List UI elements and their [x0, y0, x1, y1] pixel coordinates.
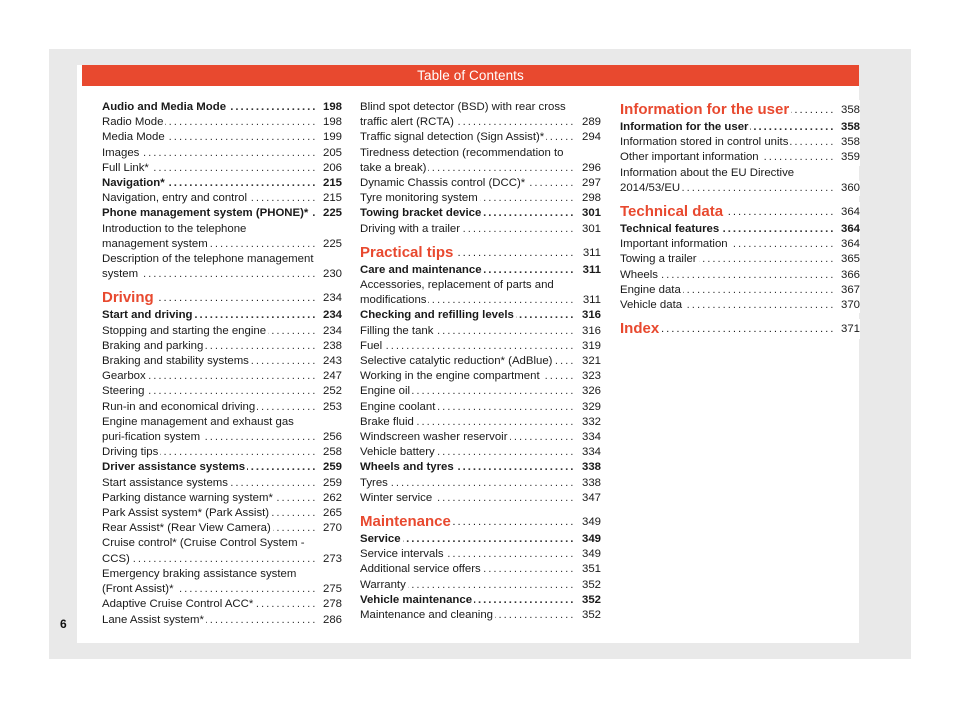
- toc-entry[interactable]: [102, 460, 342, 475]
- toc-entry-text: Braking and parking: [102, 339, 204, 352]
- toc-entry-label: [102, 567, 316, 597]
- toc-entry-text: Media Mode: [102, 131, 165, 144]
- toc-entry-label: [102, 445, 316, 460]
- toc-entry-page: 206: [316, 161, 342, 176]
- toc-entry[interactable]: [102, 506, 342, 521]
- toc-entry-page: 265: [316, 506, 342, 521]
- toc-entry-page: 259: [316, 476, 342, 491]
- toc-entry-text: Traffic signal detection (Sign Assist)*: [360, 131, 545, 144]
- toc-entry-page: 301: [575, 206, 601, 221]
- toc-entry-label: [360, 445, 575, 460]
- toc-entry-page: 297: [575, 176, 601, 191]
- toc-entry-label: [360, 176, 575, 191]
- toc-entry[interactable]: [102, 324, 342, 339]
- toc-entry-page: 338: [575, 460, 601, 475]
- toc-entry-label: [102, 506, 316, 521]
- toc-entry-label: [360, 146, 575, 176]
- toc-entry-text: Steering: [102, 385, 145, 398]
- toc-entry-text: Winter service: [360, 491, 433, 504]
- toc-entry-label: [360, 206, 575, 221]
- toc-entry-text: Brake fluid: [360, 415, 414, 428]
- toc-entry-text: Engine oil: [360, 385, 411, 398]
- toc-entry-label: [102, 384, 316, 399]
- toc-entry-text: Driving: [102, 289, 154, 307]
- toc-entry-label: [102, 597, 316, 612]
- toc-entry-label: [102, 339, 316, 354]
- toc-entry-label: [620, 222, 834, 237]
- toc-entry-page: 349: [575, 512, 601, 532]
- toc-entry-text: Windscreen washer reservoir: [360, 431, 508, 444]
- toc-entry-text: Wheels and tyres: [360, 461, 454, 474]
- toc-entry-text: Driving tips: [102, 446, 159, 459]
- toc-entry-page: 294: [575, 130, 601, 145]
- toc-entry-label: [102, 613, 316, 628]
- toc-entry[interactable]: [360, 222, 601, 237]
- toc-entry-page: 367: [834, 283, 860, 298]
- toc-entry-page: 225: [316, 206, 342, 221]
- toc-entry-label: [102, 252, 316, 282]
- toc-entry-text: Audio and Media Mode: [102, 101, 227, 113]
- toc-entry-text: Tyre monitoring system: [360, 192, 478, 205]
- toc-entry[interactable]: [360, 400, 601, 415]
- toc-entry-label: [360, 491, 575, 506]
- toc-entry-text: Start assistance systems: [102, 476, 228, 489]
- toc-entry-page: 243: [316, 354, 342, 369]
- toc-entry-page: 247: [316, 369, 342, 384]
- toc-entry-page: 270: [316, 521, 342, 536]
- toc-entry-page: 358: [834, 100, 860, 120]
- toc-entry-page: 298: [575, 191, 601, 206]
- toc-entry-label: [102, 206, 316, 221]
- toc-entry-page: 334: [575, 430, 601, 445]
- toc-entry-text: Tyres: [360, 476, 388, 489]
- toc-entry[interactable]: [620, 166, 860, 196]
- toc-entry[interactable]: [102, 476, 342, 491]
- toc-entry-page: 258: [316, 445, 342, 460]
- toc-entry-text: Care and maintenance: [360, 263, 482, 276]
- toc-entry-text: Filling the tank: [360, 324, 434, 337]
- toc-entry[interactable]: [102, 252, 342, 282]
- toc-entry-label: [102, 191, 316, 206]
- toc-entry-text: Adaptive Cruise Control ACC*: [102, 598, 254, 611]
- toc-entry-label: [620, 298, 834, 313]
- toc-entry-label: [620, 283, 834, 298]
- toc-chapter-entry[interactable]: [360, 243, 601, 263]
- toc-entry-label: [360, 369, 575, 384]
- toc-entry-page: 275: [316, 582, 342, 597]
- toc-entry-page: 338: [575, 476, 601, 491]
- toc-entry[interactable]: [102, 536, 342, 566]
- toc-entry-text: Other important information: [620, 151, 759, 164]
- toc-entry-text: Run-in and economical driving: [102, 400, 256, 413]
- toc-chapter-entry[interactable]: [620, 100, 860, 120]
- toc-chapter-entry[interactable]: [360, 512, 601, 532]
- toc-entry-page: 234: [316, 324, 342, 339]
- toc-entry-label: [360, 593, 575, 608]
- toc-entry-label: [102, 100, 316, 115]
- toc-entry-page: 234: [316, 308, 342, 323]
- toc-entry[interactable]: [102, 354, 342, 369]
- toc-entry-page: 349: [575, 547, 601, 562]
- toc-entry[interactable]: [102, 613, 342, 628]
- toc-entry[interactable]: [360, 324, 601, 339]
- toc-entry-page: 359: [834, 150, 860, 165]
- toc-entry[interactable]: [620, 298, 860, 313]
- toc-entry-text: Phone management system (PHONE)*: [102, 207, 309, 220]
- toc-entry-text: Warranty: [360, 578, 406, 591]
- toc-entry-page: 364: [834, 222, 860, 237]
- toc-entry-page: 199: [316, 130, 342, 145]
- toc-entry[interactable]: [360, 369, 601, 384]
- toc-entry-text: Maintenance and cleaning: [360, 609, 493, 622]
- toc-entry-label: [360, 384, 575, 399]
- toc-entry-page: 311: [575, 293, 601, 308]
- toc-entry-page: 215: [316, 191, 342, 206]
- toc-entry-label: [102, 222, 316, 252]
- toc-entry-text: Navigation*: [102, 177, 165, 190]
- toc-entry-label: [360, 460, 575, 475]
- toc-entry[interactable]: [102, 445, 342, 460]
- toc-entry-label: [360, 547, 575, 562]
- toc-entry-label: [360, 400, 575, 415]
- toc-entry-page: 329: [575, 400, 601, 415]
- toc-entry-label: [620, 268, 834, 283]
- toc-entry-page: 360: [834, 181, 860, 196]
- toc-entry-text: Driver assistance systems: [102, 461, 246, 474]
- toc-entry-page: 230: [316, 267, 342, 282]
- toc-entry-label: [360, 512, 575, 532]
- toc-entry[interactable]: [102, 597, 342, 612]
- toc-entry-page: 319: [575, 339, 601, 354]
- toc-entry-label: [102, 308, 316, 323]
- toc-entry[interactable]: [360, 263, 601, 278]
- toc-entry-page: 262: [316, 491, 342, 506]
- toc-entry-text: Additional service offers: [360, 563, 481, 576]
- toc-entry-text: Braking and stability systems: [102, 355, 249, 368]
- toc-entry[interactable]: [102, 415, 342, 445]
- toc-entry-label: [360, 608, 575, 623]
- toc-entry-page: 296: [575, 161, 601, 176]
- toc-entry[interactable]: [360, 354, 601, 369]
- toc-entry-label: [102, 460, 316, 475]
- toc-entry[interactable]: [620, 222, 860, 237]
- toc-entry-text: Images: [102, 146, 140, 159]
- toc-entry-text: Vehicle data: [620, 299, 683, 312]
- toc-entry[interactable]: [102, 339, 342, 354]
- toc-entry-label: [102, 176, 316, 191]
- toc-entry-page: 286: [316, 613, 342, 628]
- toc-entry-label: [102, 288, 316, 308]
- toc-entry-page: 198: [316, 115, 342, 130]
- toc-entry-label: [102, 324, 316, 339]
- toc-entry[interactable]: [360, 445, 601, 460]
- toc-entry[interactable]: [360, 146, 601, 176]
- toc-entry-text: Maintenance: [360, 513, 451, 531]
- toc-entry-text: Service: [360, 533, 401, 546]
- toc-entry-label: [102, 536, 316, 566]
- toc-entry-page: 371: [834, 319, 860, 339]
- toc-entry-label: [360, 430, 575, 445]
- toc-entry-page: 349: [575, 532, 601, 547]
- toc-entry-page: 326: [575, 384, 601, 399]
- toc-entry[interactable]: [360, 593, 601, 608]
- toc-entry-text: Engine coolant: [360, 400, 436, 413]
- toc-entry-text: Vehicle battery: [360, 446, 435, 459]
- toc-entry-label: [360, 100, 575, 130]
- toc-entry-text: Working in the engine compartment: [360, 370, 540, 383]
- toc-entry-page: 358: [834, 120, 860, 135]
- toc-entry[interactable]: [102, 521, 342, 536]
- toc-entry[interactable]: [360, 547, 601, 562]
- toc-entry-page: 311: [575, 243, 601, 263]
- toc-entry[interactable]: [620, 283, 860, 298]
- toc-entry[interactable]: [360, 191, 601, 206]
- toc-entry-page: 364: [834, 202, 860, 222]
- toc-entry-label: [102, 161, 316, 176]
- toc-entry[interactable]: [102, 146, 342, 161]
- toc-entry[interactable]: [360, 206, 601, 221]
- toc-entry-label: [102, 400, 316, 415]
- toc-entry-text: Practical tips: [360, 243, 454, 261]
- toc-entry-text: Vehicle maintenance: [360, 593, 473, 606]
- toc-entry[interactable]: [360, 532, 601, 547]
- toc-entry-page: 365: [834, 252, 860, 267]
- toc-entry-text: Navigation, entry and control: [102, 192, 247, 205]
- toc-entry[interactable]: [360, 176, 601, 191]
- toc-entry-label: [102, 491, 316, 506]
- toc-entry-page: 358: [834, 135, 860, 150]
- toc-entry-text: Information about the EU Directive 2014/53/EU: [620, 166, 795, 194]
- toc-entry-text: Index: [620, 320, 660, 338]
- toc-entry[interactable]: [360, 339, 601, 354]
- toc-entry-text: Fuel: [360, 339, 383, 352]
- toc-entry-label: [360, 415, 575, 430]
- toc-entry[interactable]: [360, 430, 601, 445]
- toc-entry-page: 332: [575, 415, 601, 430]
- toc-entry-text: Technical features: [620, 223, 720, 236]
- toc-entry-page: 366: [834, 268, 860, 283]
- toc-entry-text: Wheels: [620, 268, 658, 281]
- toc-entry-label: [360, 222, 575, 237]
- toc-entry-label: [620, 252, 834, 267]
- toc-entry[interactable]: [102, 191, 342, 206]
- toc-entry-label: [360, 263, 575, 278]
- toc-entry-label: [360, 243, 575, 263]
- toc-entry[interactable]: [360, 578, 601, 593]
- toc-entry-text: Selective catalytic reduction* (AdBlue): [360, 355, 553, 368]
- toc-entry[interactable]: [102, 400, 342, 415]
- toc-entry-label: [620, 237, 834, 252]
- toc-entry-label: [360, 278, 575, 308]
- toc-entry-text: Full Link*: [102, 161, 149, 174]
- toc-entry[interactable]: [102, 491, 342, 506]
- toc-entry-label: [102, 115, 316, 130]
- toc-entry-label: [620, 120, 834, 135]
- toc-entry-text: Towing a trailer: [620, 253, 697, 266]
- toc-entry-text: Dynamic Chassis control (DCC)*: [360, 177, 526, 190]
- toc-entry-text: Lane Assist system*: [102, 613, 204, 626]
- toc-entry[interactable]: [620, 252, 860, 267]
- toc-entry[interactable]: [360, 130, 601, 145]
- toc-entry-text: Accessories, replacement of parts and modifications: [360, 279, 554, 307]
- toc-entry-text: Blind spot detector (BSD) with rear cross traffic alert (RCTA): [360, 101, 566, 129]
- toc-entry[interactable]: [360, 491, 601, 506]
- toc-entry-label: [360, 324, 575, 339]
- toc-entry[interactable]: [360, 384, 601, 399]
- toc-entry[interactable]: [620, 237, 860, 252]
- toc-column-2: [360, 100, 601, 623]
- toc-entry[interactable]: [360, 460, 601, 475]
- toc-entry-label: [360, 308, 575, 323]
- toc-chapter-entry[interactable]: [102, 288, 342, 308]
- toc-entry-page: 323: [575, 369, 601, 384]
- toc-entry-page: 347: [575, 491, 601, 506]
- toc-entry[interactable]: [360, 476, 601, 491]
- toc-entry-page: 352: [575, 593, 601, 608]
- toc-entry-label: [102, 146, 316, 161]
- toc-entry-label: [620, 166, 834, 196]
- toc-entry-page: 198: [316, 100, 342, 115]
- toc-entry-text: Information for the user: [620, 121, 749, 133]
- toc-entry-label: [360, 476, 575, 491]
- toc-entry-text: Description of the telephone management system: [102, 253, 314, 281]
- toc-entry-page: 238: [316, 339, 342, 354]
- toc-entry-text: Start and driving: [102, 309, 193, 322]
- toc-entry-label: [360, 354, 575, 369]
- toc-entry[interactable]: [102, 369, 342, 384]
- toc-entry[interactable]: [102, 115, 342, 130]
- toc-entry[interactable]: [620, 135, 860, 150]
- toc-entry-label: [360, 339, 575, 354]
- toc-entry-text: Service intervals: [360, 548, 444, 561]
- toc-entry-label: [620, 100, 834, 120]
- toc-entry[interactable]: [620, 150, 860, 165]
- toc-chapter-entry[interactable]: [620, 202, 860, 222]
- toc-entry-page: 259: [316, 460, 342, 475]
- toc-column-1: [102, 100, 342, 628]
- toc-entry[interactable]: [360, 278, 601, 308]
- toc-entry-text: Gearbox: [102, 370, 146, 383]
- toc-entry-text: Emergency braking assistance system (Front Assist)*: [102, 567, 297, 596]
- toc-entry-page: 252: [316, 384, 342, 399]
- toc-entry-label: [360, 191, 575, 206]
- toc-entry-label: [360, 130, 575, 145]
- toc-entry-page: 215: [316, 176, 342, 191]
- toc-entry-page: 351: [575, 562, 601, 577]
- toc-entry[interactable]: [360, 100, 601, 130]
- toc-entry[interactable]: [102, 384, 342, 399]
- toc-entry[interactable]: [102, 161, 342, 176]
- toc-entry[interactable]: [102, 567, 342, 597]
- toc-entry-text: Parking distance warning system*: [102, 491, 273, 504]
- toc-entry[interactable]: [620, 268, 860, 283]
- toc-entry-text: Radio Mode: [102, 116, 164, 129]
- toc-entry-text: Tiredness detection (recommendation to take a break): [360, 146, 564, 174]
- toc-entry-label: [620, 135, 834, 150]
- toc-entry-page: 334: [575, 445, 601, 460]
- toc-entry-page: 225: [316, 237, 342, 252]
- toc-entry-label: [102, 130, 316, 145]
- toc-entry-label: [620, 319, 834, 339]
- toc-entry-label: [620, 150, 834, 165]
- toc-entry-page: 352: [575, 578, 601, 593]
- toc-entry[interactable]: [360, 608, 601, 623]
- toc-entry-page: 253: [316, 400, 342, 415]
- toc-entry-page: 321: [575, 354, 601, 369]
- toc-entry[interactable]: [102, 222, 342, 252]
- toc-entry[interactable]: [360, 415, 601, 430]
- toc-entry-page: 205: [316, 146, 342, 161]
- toc-entry-text: Driving with a trailer: [360, 222, 461, 235]
- toc-entry[interactable]: [102, 130, 342, 145]
- toc-entry[interactable]: [620, 120, 860, 135]
- toc-entry-text: Technical data: [620, 203, 724, 221]
- toc-entry-text: Information for the user: [620, 101, 790, 118]
- toc-entry-label: [102, 369, 316, 384]
- page-title: Table of Contents: [82, 65, 859, 86]
- toc-column-3: [620, 100, 860, 339]
- toc-entry-page: 316: [575, 324, 601, 339]
- toc-entry-text: Engine management and exhaust gas puri-fication system: [102, 415, 294, 444]
- toc-entry[interactable]: [102, 308, 342, 323]
- toc-entry-text: Checking and refilling levels: [360, 309, 514, 322]
- toc-entry-page: 273: [316, 552, 342, 567]
- toc-entry-text: Cruise control* (Cruise Control System - CCS): [102, 537, 305, 565]
- toc-entry-text: Introduction to the telephone management system: [102, 222, 247, 250]
- toc-entry-label: [360, 562, 575, 577]
- toc-entry-page: 370: [834, 298, 860, 313]
- toc-entry-text: Towing bracket device: [360, 207, 482, 220]
- toc-entry-label: [360, 578, 575, 593]
- toc-entry-label: [360, 532, 575, 547]
- page-number: 6: [60, 617, 67, 631]
- toc-entry-text: Park Assist system* (Park Assist): [102, 507, 270, 520]
- toc-entry-text: Important information: [620, 238, 728, 251]
- toc-entry-text: Rear Assist* (Rear View Camera): [102, 522, 271, 535]
- toc-entry-text: Engine data: [620, 283, 681, 296]
- toc-entry-page: 289: [575, 115, 601, 130]
- toc-entry-page: 311: [575, 263, 601, 278]
- toc-entry[interactable]: [360, 308, 601, 323]
- toc-entry-page: 316: [575, 308, 601, 323]
- toc-entry-page: 352: [575, 608, 601, 623]
- toc-entry-label: [102, 476, 316, 491]
- toc-entry-page: 301: [575, 222, 601, 237]
- toc-entry-text: Stopping and starting the engine: [102, 324, 267, 337]
- toc-entry[interactable]: [360, 562, 601, 577]
- toc-entry-label: [620, 202, 834, 222]
- toc-entry-label: [102, 415, 316, 445]
- toc-entry-label: [102, 354, 316, 369]
- toc-entry[interactable]: [102, 176, 342, 191]
- toc-entry-page: 234: [316, 288, 342, 308]
- toc-chapter-entry[interactable]: [620, 319, 860, 339]
- toc-entry-page: 364: [834, 237, 860, 252]
- toc-entry-label: [102, 521, 316, 536]
- toc-entry[interactable]: [102, 100, 342, 115]
- toc-entry-page: 256: [316, 430, 342, 445]
- toc-entry-text: Information stored in control units: [620, 136, 789, 149]
- toc-entry-page: 278: [316, 597, 342, 612]
- toc-entry[interactable]: [102, 206, 342, 221]
